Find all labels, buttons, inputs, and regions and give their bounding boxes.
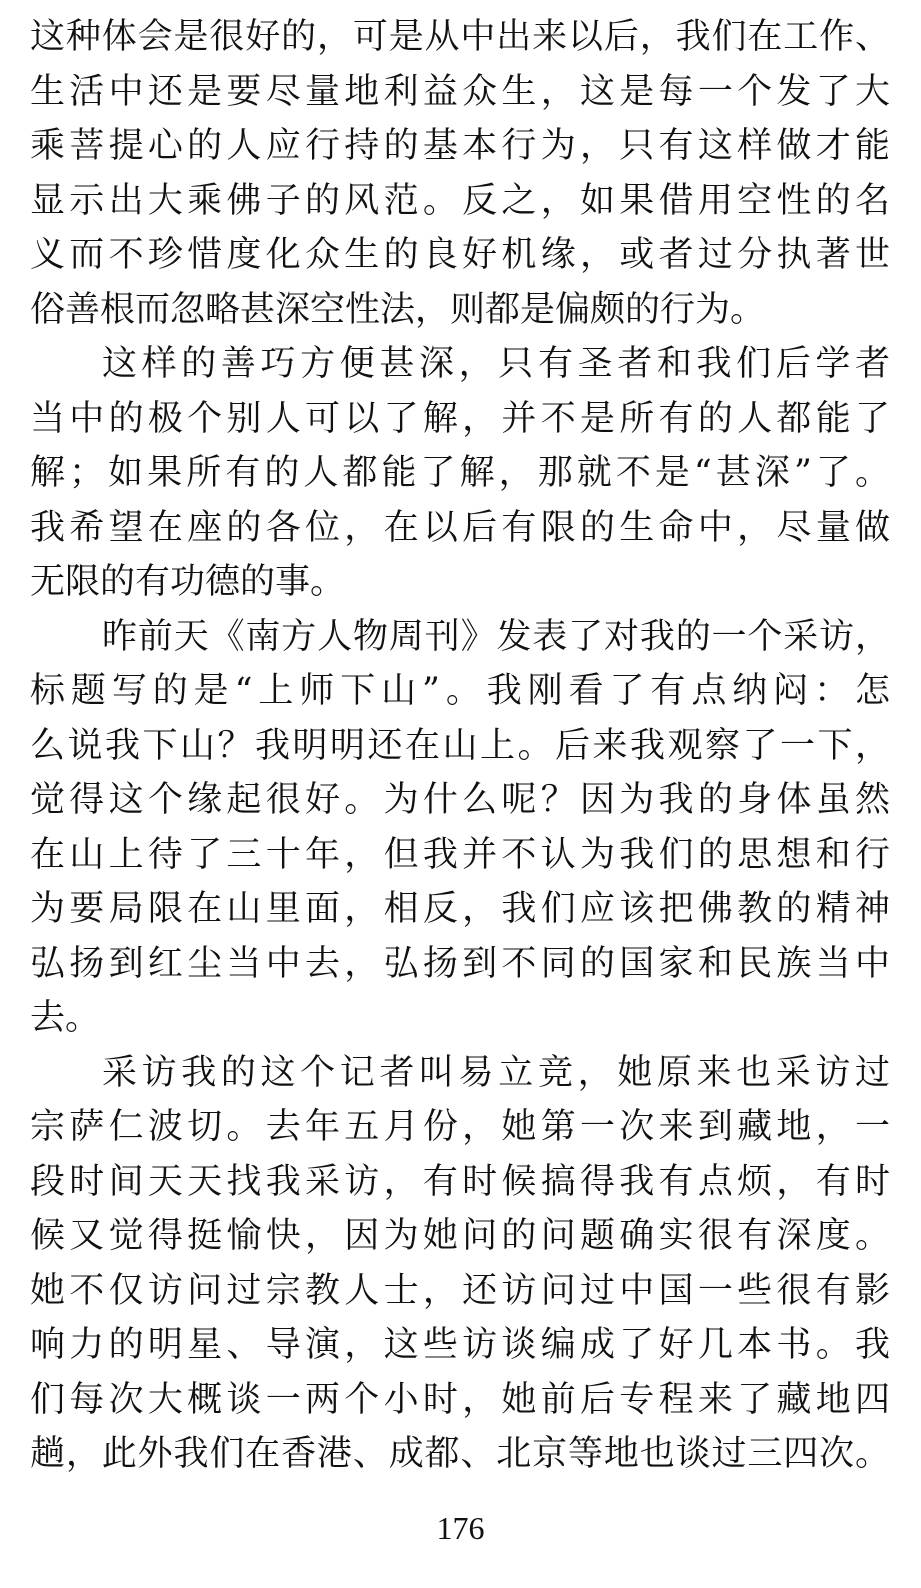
text-line: 段时间天天找我采访，有时候搞得我有点烦，有时 — [30, 1161, 890, 1202]
text-line: 去。 — [30, 998, 101, 1038]
text-line: 候又觉得挺愉快，因为她问的问题确实很有深度。 — [30, 1216, 890, 1256]
text-line: 采访我的这个记者叫易立竞，她原来也采访过 — [102, 1052, 890, 1093]
text-line: 生活中还是要尽量地利益众生，这是每一个发了大 — [30, 71, 890, 112]
text-line: 解；如果所有的人都能了解，那就不是“甚深”了。 — [30, 453, 890, 493]
paragraph-3 — [30, 610, 890, 1046]
text-line: 这样的善巧方便甚深，只有圣者和我们后学者 — [102, 344, 890, 384]
body-text — [30, 10, 890, 1482]
text-line: 们每次大概谈一两个小时，她前后专程来了藏地四 — [30, 1379, 890, 1420]
text-line: 义而不珍惜度化众生的良好机缘，或者过分执著世 — [30, 235, 890, 275]
paragraph-4 — [30, 1046, 890, 1482]
text-line: 俗善根而忽略甚深空性法，则都是偏颇的行为。 — [30, 289, 766, 330]
text-line: 趟，此外我们在香港、成都、北京等地也谈过三四次。 — [30, 1434, 890, 1474]
text-line: 她不仅访问过宗教人士，还访问过中国一些很有影 — [30, 1270, 890, 1311]
paragraph-2 — [30, 337, 890, 610]
text-line: 标题写的是“上师下山”。我刚看了有点纳闷：怎 — [30, 671, 890, 711]
text-line: 弘扬到红尘当中去，弘扬到不同的国家和民族当中 — [30, 943, 890, 984]
text-line: 无限的有功德的事。 — [30, 562, 346, 602]
text-line: 响力的明星、导演，这些访谈编成了好几本书。我 — [30, 1325, 890, 1365]
paragraph-1 — [30, 10, 890, 337]
page-number: 176 — [436, 1510, 485, 1546]
text-line: 当中的极个别人可以了解，并不是所有的人都能了 — [30, 398, 890, 439]
text-line: 宗萨仁波切。去年五月份，她第一次来到藏地，一 — [30, 1107, 890, 1147]
text-line: 乘菩提心的人应行持的基本行为，只有这样做才能 — [30, 126, 890, 166]
text-line: 显示出大乘佛子的风范。反之，如果借用空性的名 — [30, 180, 890, 221]
text-line: 我希望在座的各位，在以后有限的生命中，尽量做 — [30, 507, 890, 548]
text-line: 为要局限在山里面，相反，我们应该把佛教的精神 — [30, 889, 890, 929]
text-line: 觉得这个缘起很好。为什么呢？因为我的身体虽然 — [30, 780, 890, 820]
text-line: 昨前天《南方人物周刊》发表了对我的一个采访， — [102, 616, 890, 657]
text-line: 么说我下山？我明明还在山上。后来我观察了一下， — [30, 725, 890, 766]
text-line: 这种体会是很好的，可是从中出来以后，我们在工作、 — [30, 17, 890, 57]
text-line: 在山上待了三十年，但我并不认为我们的思想和行 — [30, 834, 890, 875]
